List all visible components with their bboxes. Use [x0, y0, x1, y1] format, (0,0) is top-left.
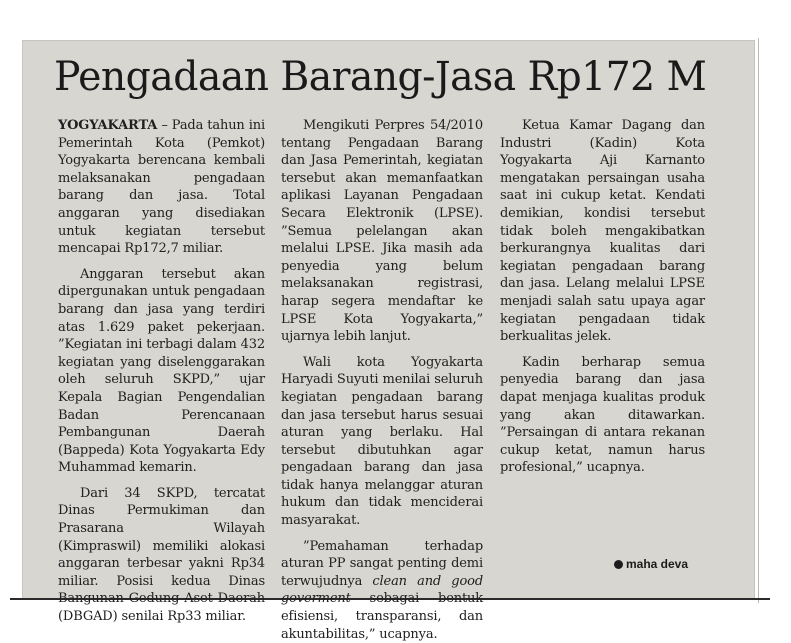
byline	[614, 557, 688, 571]
article-column-1	[58, 117, 265, 626]
paragraph-3: Dari 34 SKPD, tercatat Dinas Permukiman dan Prasarana Wilayah (Kimpraswil) memiliki alokasi anggaran terbesar yakni Rp34 miliar. Posisi kedua Dinas Bangunan Gedung Aset Daerah (DBGAD) senilai Rp33 miliar.	[58, 485, 265, 625]
paragraph-4: Mengikuti Perpres 54/2010 tentang Pengadaan Barang dan Jasa Pemerintah, kegiatan tersebut akan memanfaatkan aplikasi Layanan Pengadaan Secara Elektronik (LPSE). ”Semua pelelangan akan melalui LPSE. Jika masih ada penyedia yang belum melaksanakan registrasi, harap segera mendaftar ke LPSE Kota Yogyakarta,” ujarnya lebih lanjut.	[281, 118, 483, 345]
byline-bullet-icon	[614, 560, 623, 569]
paragraph-6	[281, 538, 483, 643]
article-headline: Pengadaan Barang-Jasa Rp172 M	[54, 54, 707, 100]
paragraph-7: Ketua Kamar Dagang dan Industri (Kadin) Kota Yogyakarta Aji Karnanto mengatakan persaingan usaha saat ini cukup ketat. Kendati demikian, kondisi tersebut tidak boleh mengakibatkan berkurangnya kualitas dari kegiatan pengadaan barang dan jasa. Lelang melalui LPSE menjadi salah satu upaya agar kegiatan pengadaan tidak berkualitas jelek.	[500, 118, 705, 345]
paragraph-8: Kadin berharap semua penyedia barang dan jasa dapat menjaga kualitas produk yang akan ditawarkan. ”Persaingan di antara rekanan cukup ketat, namun harus profesional,” ucapnya.	[500, 354, 705, 476]
article-column-3	[500, 117, 705, 477]
clipping-edge-right	[758, 38, 759, 603]
article-column-2	[281, 117, 483, 643]
paragraph-1-text: – Pada tahun ini Pemerintah Kota (Pemkot) Yogyakarta berencana kembali melaksanakan pengadaan barang dan jasa. Total anggaran yang disediakan untuk kegiatan tersebut mencapai Rp172,7 miliar.	[58, 118, 265, 257]
paragraph-6-text: ”Pemahaman terhadap aturan PP sangat penting demi terwujudnya	[281, 538, 483, 589]
byline-name: maha deva	[626, 557, 689, 571]
dateline: YOGYAKARTA	[58, 118, 158, 133]
paragraph-6-end: sebagai bentuk efisiensi, transparansi, dan akuntabilitas,” ucapnya.	[281, 591, 483, 642]
paragraph-5: Wali kota Yogyakarta Haryadi Suyuti menilai seluruh kegiatan pengadaan barang dan jasa tersebut harus sesuai aturan yang berlaku. Hal tersebut dibutuhkan agar pengadaan barang dan jasa tidak hanya melanggar aturan hukum dan tidak menciderai masyarakat.	[281, 354, 483, 529]
paragraph-6-italic: clean and good goverment	[281, 573, 483, 607]
paragraph-2: Anggaran tersebut akan dipergunakan untuk pengadaan barang dan jasa yang terdiri atas 1.629 paket pekerjaan. ”Kegiatan ini terbagi dalam 432 kegiatan yang diselenggarakan oleh seluruh SKPD,” ujar Kepala Bagian Pengendalian Badan Perencanaan Pembangunan Daerah (Bappeda) Kota Yogyakarta Edy Muhammad kemarin.	[58, 266, 265, 476]
paragraph-1	[58, 117, 265, 258]
